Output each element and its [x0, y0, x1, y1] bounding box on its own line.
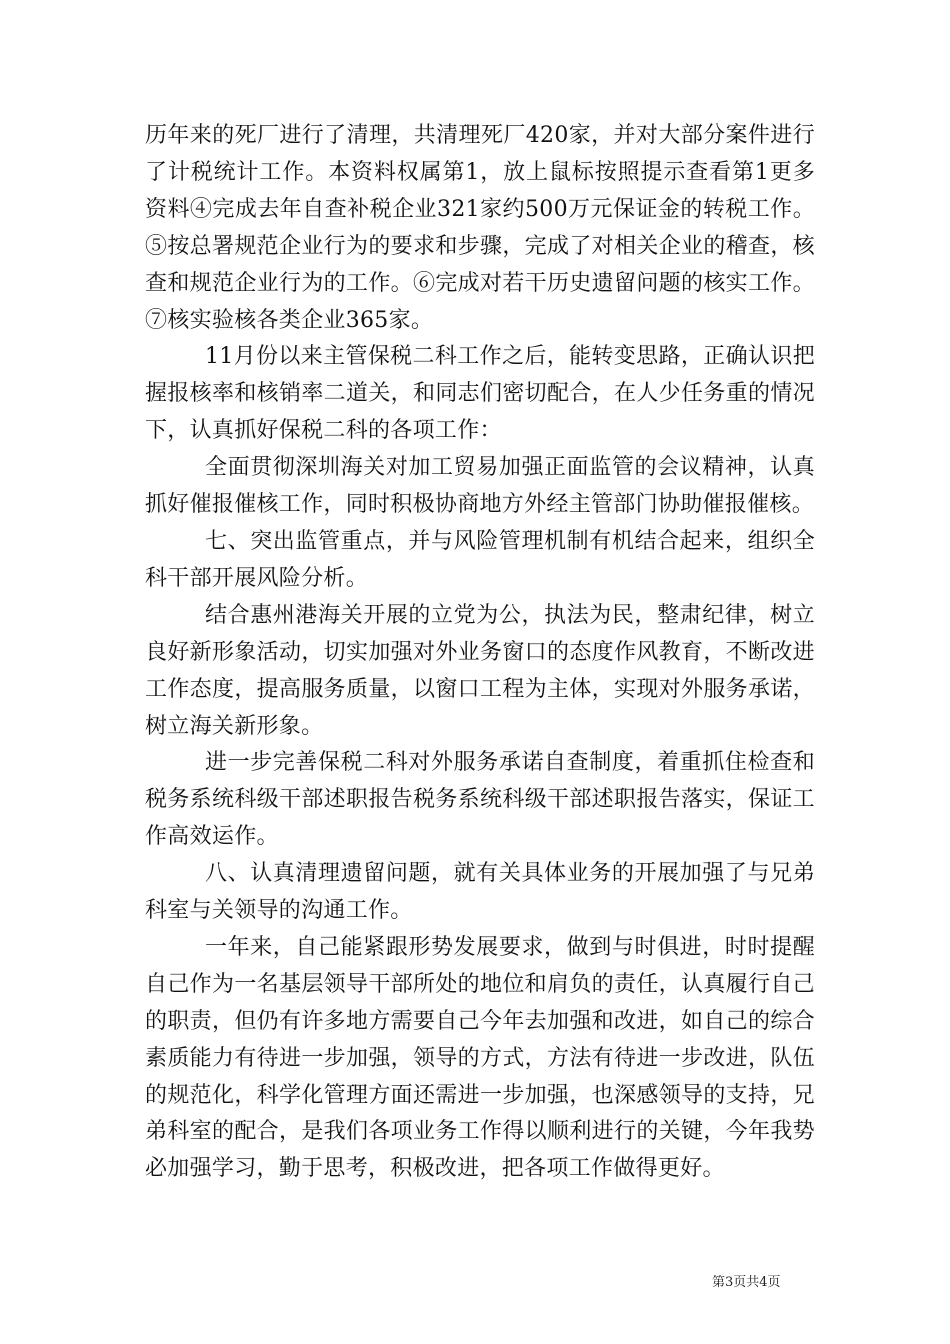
paragraph: 全面贯彻深圳海关对加工贸易加强正面监管的会议精神，认真抓好催报催核工作，同时积极协商地方外经主管部门协助催报催核。	[145, 455, 815, 518]
document-body	[145, 118, 815, 1188]
page-number: 第3页共4页	[712, 1275, 781, 1290]
paragraph-summary: 一年来，自己能紧跟形势发展要求，做到与时俱进，时时提醒自己作为一名基层领导干部所处的地位和肩负的责任，认真履行自己的职责，但仍有许多地方需要自己今年去加强和改进，如自己的综合素质能力有待进一步加强，领导的方式，方法有待进一步改进，队伍的规范化，科学化管理方面还需进一步加强，也深感领导的支持，兄弟科室的配合，是我们各项业务工作得以顺利进行的关键，今年我势必加强学习，勤于思考，积极改进，把各项工作做得更好。	[145, 934, 815, 1182]
paragraph: 进一步完善保税二科对外服务承诺自查制度，着重抓住检查和税务系统科级干部述职报告税务系统科级干部述职报告落实，保证工作高效运作。	[145, 750, 815, 850]
paragraph-section-seven: 七、突出监管重点，并与风险管理机制有机结合起来，组织全科干部开展风险分析。	[145, 528, 815, 591]
paragraph: 11月份以来主管保税二科工作之后，能转变思路，正确认识把握报核率和核销率二道关，和同志们密切配合，在人少任务重的情况下，认真抓好保税二科的各项工作：	[145, 344, 815, 444]
paragraph: 结合惠州港海关开展的立党为公，执法为民，整肃纪律，树立良好新形象活动，切实加强对外业务窗口的态度作风教育，不断改进工作态度，提高服务质量，以窗口工程为主体，实现对外服务承诺，树立海关新形象。	[145, 602, 815, 739]
paragraph-continued: 历年来的死厂进行了清理，共清理死厂420家，并对大部分案件进行了计税统计工作。本资料权属第1，放上鼠标按照提示查看第1更多资料④完成去年自查补税企业321家约500万元保证金的转税工作。⑤按总署规范企业行为的要求和步骤，完成了对相关企业的稽查，核查和规范企业行为的工作。⑥完成对若干历史遗留问题的核实工作。⑦核实验核各类企业365家。	[145, 123, 815, 333]
paragraph-section-eight: 八、认真清理遗留问题，就有关具体业务的开展加强了与兄弟科室与关领导的沟通工作。	[145, 861, 815, 924]
